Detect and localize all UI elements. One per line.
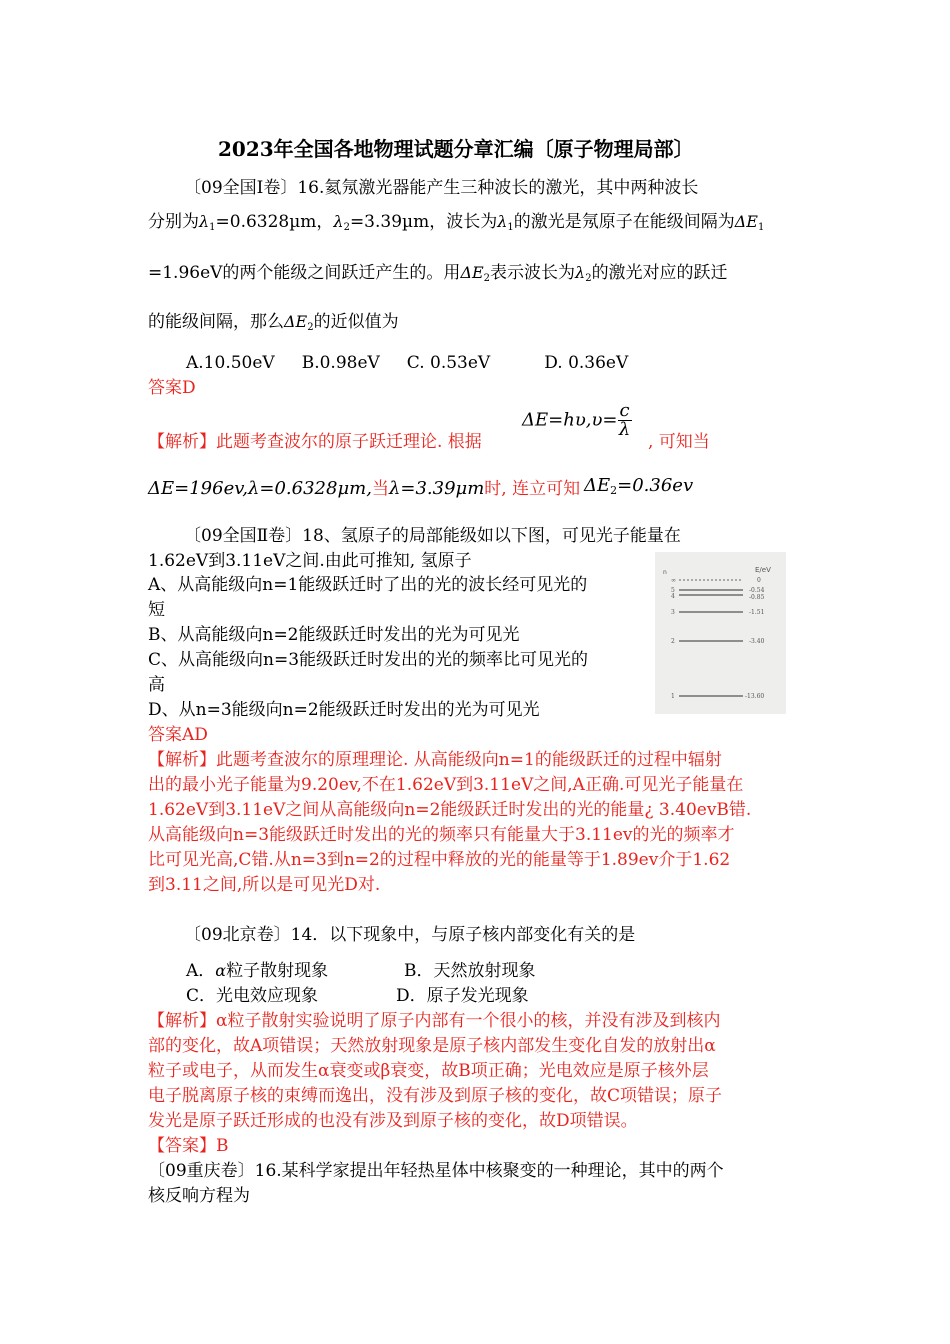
delta-e-symbol: ΔE	[284, 312, 308, 331]
level-energy: -1.51	[749, 609, 765, 616]
q2-option-c-2: 高	[148, 675, 165, 695]
q3-analysis-2: 部的变化，故A项错误；天然放射现象是原子核内部发生变化自发的放射出α	[148, 1036, 716, 1056]
level-n: 2	[671, 638, 675, 645]
q1-options: A.10.50eV B.0.98eV C. 0.53eV D. 0.36eV	[186, 353, 629, 373]
level-energy: -0.85	[749, 594, 765, 601]
formula-2: ΔE=196ev,λ=0.6328μm,	[148, 478, 372, 499]
q1-analysis-2: , 可知当	[648, 432, 710, 452]
level-energy: -13.60	[745, 693, 765, 700]
q1-answer: 答案D	[148, 378, 196, 398]
level-n: 3	[671, 609, 675, 616]
q3-analysis-3: 粒子或电子，从而发生α衰变或β衰变，故B项正确；光电效应是原子核外层	[148, 1061, 709, 1081]
q2-option-d: D、从n=3能级向n=2能级跃迁时发出的光为可见光	[148, 700, 540, 720]
level-energy: -0.54	[749, 587, 765, 594]
q2-analysis-3: 1.62eV到3.11eV之间从高能级向n=2能级跃迁时发出的光的能量¿ 3.40evB错.	[148, 800, 752, 820]
q4-line-2: 核反响方程为	[148, 1186, 250, 1206]
q2-analysis-4: 从高能级向n=3能级跃迁时发出的光的频率只有能量大于3.11ev的光的频率才	[148, 825, 735, 845]
delta-e-symbol: ΔE	[734, 212, 758, 231]
diagram-unit-label: E/eV	[755, 566, 771, 574]
page-title: 2023年全国各地物理试题分章汇编〔原子物理局部〕	[218, 137, 694, 161]
q2-option-a-1: A、从高能级向n=1能级跃迁时了出的光的波长经可见光的	[148, 575, 588, 595]
delta-e-symbol: ΔE	[460, 263, 484, 282]
q2-analysis-2: 出的最小光子能量为9.20ev,不在1.62eV到3.11eV之间,A正确.可见光子能量在	[148, 775, 744, 795]
q2-line-2: 1.62eV到3.11eV之间.由此可推知, 氢原子	[148, 551, 472, 571]
q2-answer: 答案AD	[148, 725, 208, 745]
level-energy: 0	[757, 577, 761, 584]
q3-option-b: B．天然放射现象	[404, 961, 536, 981]
formula-3: λ=3.39μm	[388, 478, 485, 499]
q3-analysis-4: 电子脱离原子核的束缚而逸出，没有涉及到原子核的变化，故C项错误；原子	[148, 1086, 723, 1106]
q2-analysis-1: 【解析】此题考查波尔的原理理论. 从高能级向n=1的能级跃迁的过程中辐射	[148, 750, 722, 770]
level-n: 5	[671, 587, 675, 594]
q3-analysis-1: 【解析】α粒子散射实验说明了原子内部有一个很小的核，并没有涉及到核内	[148, 1011, 721, 1031]
q3-option-d: D．原子发光现象	[396, 986, 529, 1006]
q3-answer: 【答案】B	[148, 1136, 229, 1156]
q1-analysis-line-2: ΔE=196ev,λ=0.6328μm,当λ=3.39μm时, 连立可知	[148, 478, 581, 499]
q3-option-c: C．光电效应现象	[186, 986, 319, 1006]
diagram-n-label: n	[663, 569, 667, 576]
q3-line-1: 〔09北京卷〕14．以下现象中，与原子核内部变化有关的是	[184, 925, 636, 945]
fraction: $\frac{c}{\lambda}$	[618, 400, 631, 440]
lambda-symbol: λ	[333, 212, 344, 231]
q2-analysis-5: 比可见光高,C错.从n=3到n=2的过程中释放的光的能量等于1.89ev介于1.62	[148, 850, 731, 870]
level-n: ∞	[671, 577, 676, 584]
q1-line-1: 〔09全国Ⅰ卷〕16.氦氖激光器能产生三种波长的激光，其中两种波长	[184, 178, 699, 198]
q4-line-1: 〔09重庆卷〕16.某科学家提出年轻热星体中核聚变的一种理论，其中的两个	[148, 1161, 724, 1181]
alpha-symbol: α	[215, 961, 227, 980]
q2-option-b: B、从高能级向n=2能级跃迁时发出的光为可见光	[148, 625, 520, 645]
q3-analysis-5: 发光是原子跃迁形成的也没有涉及到原子核的变化，故D项错误。	[148, 1111, 638, 1131]
q1-formula-1: ΔE=hυ,υ= $\frac{c}{\lambda}$	[522, 400, 631, 440]
level-energy: -3.40	[749, 638, 765, 645]
q1-formula-4: ΔE2=0.36ev	[584, 475, 694, 497]
level-n: 4	[671, 593, 675, 600]
lambda-symbol: λ	[497, 212, 508, 231]
q1-line-3: =1.96eV的两个能级之间跃迁产生的。用ΔE2表示波长为λ2的激光对应的跃迁	[148, 263, 728, 284]
q2-line-1: 〔09全国Ⅱ卷〕18、氢原子的局部能级如以下图，可见光子能量在	[184, 526, 681, 546]
q1-line-4: 的能级间隔，那么ΔE2的近似值为	[148, 312, 399, 333]
lambda-symbol: λ	[199, 212, 210, 231]
q2-option-a-2: 短	[148, 600, 165, 620]
energy-level-diagram	[655, 552, 786, 714]
lambda-symbol: λ	[575, 263, 586, 282]
q2-analysis-6: 到3.11之间,所以是可见光D对.	[148, 875, 381, 895]
q1-analysis-1: 【解析】此题考查波尔的原子跃迁理论. 根据	[148, 432, 482, 452]
q1-line-2: 分别为λ1=0.6328µm，λ2=3.39µm，波长为λ1的激光是氖原子在能级间隔为ΔE1	[148, 212, 765, 233]
q2-option-c-1: C、从高能级向n=3能级跃迁时发出的光的频率比可见光的	[148, 650, 589, 670]
level-n: 1	[671, 693, 675, 700]
q3-option-a: A．α粒子散射现象	[186, 961, 329, 981]
